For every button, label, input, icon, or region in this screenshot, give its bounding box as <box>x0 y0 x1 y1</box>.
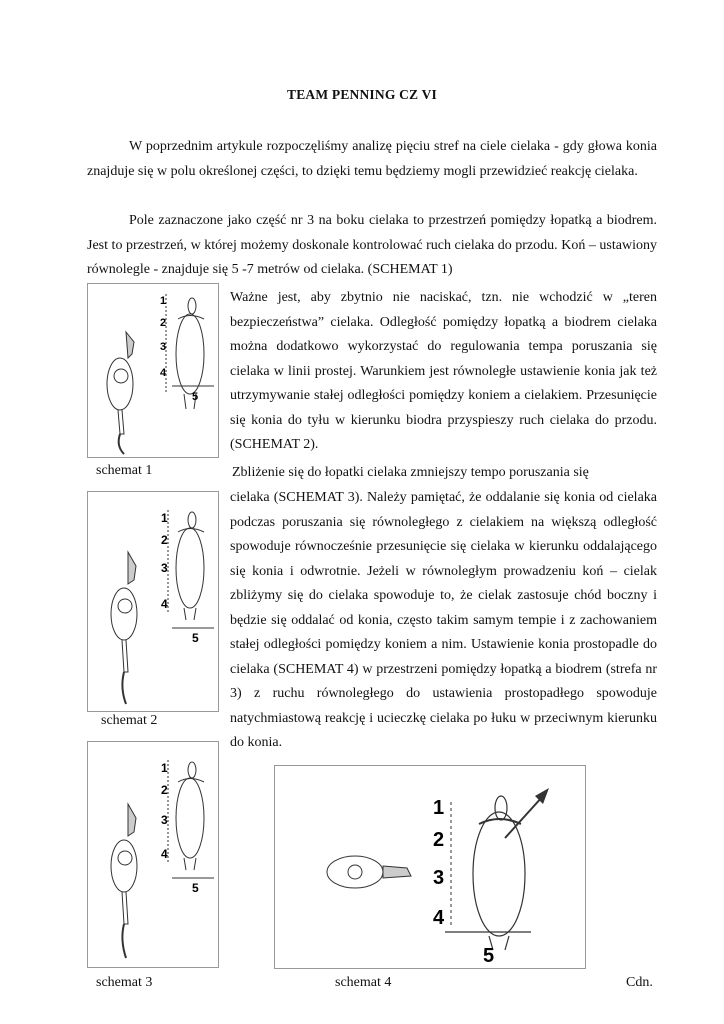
paragraph-4-first-line: Zbliżenie się do łopatki cielaka zmniejszy tempo poruszania się <box>232 465 589 480</box>
schemat-4-figure <box>274 765 586 969</box>
zone-3-label: 3 <box>433 867 445 889</box>
zone-1-label: 1 <box>161 511 168 525</box>
page-title: TEAM PENNING CZ VI <box>287 87 437 102</box>
schemat-1-drawing <box>88 284 218 457</box>
zone-5-label: 5 <box>192 391 199 403</box>
schemat-1-figure <box>87 283 219 458</box>
zone-2-label: 2 <box>160 317 167 329</box>
schemat-3-caption: schemat 3 <box>96 975 153 990</box>
zone-1-label: 1 <box>161 761 168 775</box>
schemat-3-drawing <box>88 742 218 967</box>
schemat-4-drawing <box>275 766 585 968</box>
zone-5-label: 5 <box>192 631 199 645</box>
zone-4-label: 4 <box>161 847 168 861</box>
schemat-3-figure <box>87 741 219 968</box>
schemat-2-drawing <box>88 492 218 711</box>
zone-4-label: 4 <box>161 597 168 611</box>
zone-5-label: 5 <box>483 945 495 967</box>
schemat-2-figure <box>87 491 219 712</box>
zone-3-label: 3 <box>160 341 167 353</box>
zone-2-label: 2 <box>161 783 168 797</box>
continued-note: Cdn. <box>626 975 653 990</box>
zone-2-label: 2 <box>161 533 168 547</box>
paragraph-4: cielaka (SCHEMAT 3). Należy pamiętać, że oddalanie się konia od cielaka podczas poruszania się równoległego z cielakiem na większą odległość spowoduje równocześnie przesunięcie się cielaka w kierunku oddalającego się konia i odwrotnie. Jeżeli w równoległym prowadzeniu koń – cielak zbliżymy się do cielaka spowoduje to, że cielak zastosuje chód boczny i będzie się oddalać od konia, często takim samym tempie i z zachowaniem stałej odległości pomiędzy koniem a nim. Ustawienie konia prostopadle do cielaka (SCHEMAT 4) w przestrzeni pomiędzy łopatką a biodrem (strefa nr 3) z ruchu równoległego do ustawienia prostopadłego spowoduje natychmiastową reakcję i ucieczkę cielaka po łuku w przeciwnym kierunku do konia. <box>230 490 657 750</box>
paragraph-3: Ważne jest, aby zbytnio nie naciskać, tzn. nie wchodzić w „teren bezpieczeństwa” cielaka. Odległość pomiędzy łopatką a biodrem cielaka można dodatkowo wykorzystać do regulowania tempa poruszania się cielaka w linii prostej. Warunkiem jest równoległe ustawienie konia jak też utrzymywanie stałej odległości pomiędzy koniem a cielakiem. Przesunięcie się konia do tyłu w kierunku biodra przyspieszy ruch cielaka do przodu. (SCHEMAT 2). <box>230 290 657 452</box>
paragraph-2: Pole zaznaczone jako część nr 3 na boku cielaka to przestrzeń pomiędzy łopatką a biodrem. Jest to przestrzeń, w której możemy doskonale kontrolować ruch cielaka do przodu. Koń – ustawiony równolegle - znajduje się 5 -7 metrów od cielaka. (SCHEMAT 1) <box>87 213 657 277</box>
zone-3-label: 3 <box>161 813 168 827</box>
zone-1-label: 1 <box>433 797 445 819</box>
zone-5-label: 5 <box>192 881 199 895</box>
paragraph-1: W poprzednim artykule rozpoczęliśmy analizę pięciu stref na ciele cielaka - gdy głowa konia znajduje się w polu określonej części, to dzięki temu będziemy mogli przewidzieć reakcję cielaka. <box>87 139 657 179</box>
schemat-2-caption: schemat 2 <box>101 713 158 728</box>
schemat-4-caption: schemat 4 <box>335 975 392 990</box>
zone-1-label: 1 <box>160 295 167 307</box>
zone-4-label: 4 <box>433 907 445 929</box>
zone-4-label: 4 <box>160 367 167 379</box>
schemat-1-caption: schemat 1 <box>96 463 153 478</box>
zone-3-label: 3 <box>161 561 168 575</box>
zone-2-label: 2 <box>433 829 445 851</box>
